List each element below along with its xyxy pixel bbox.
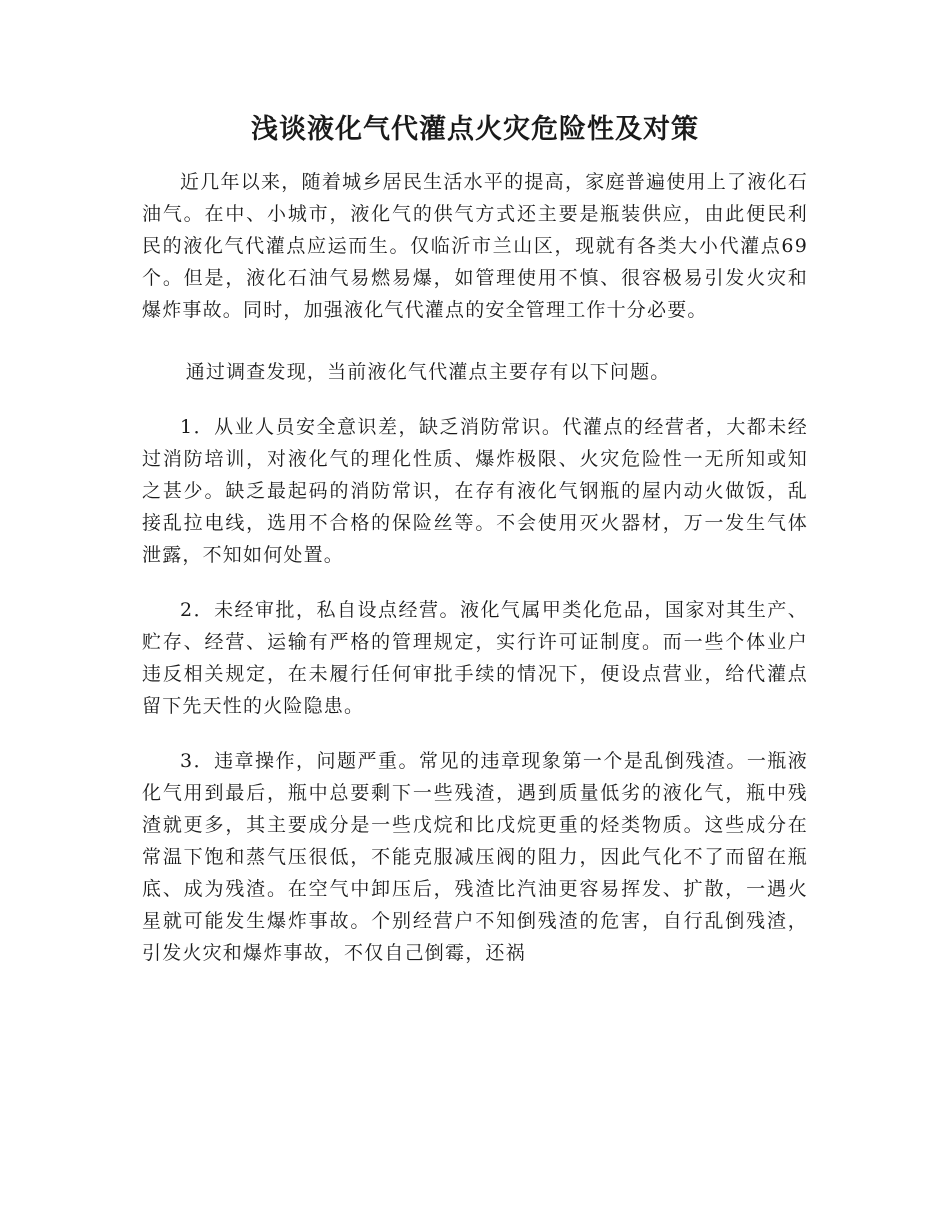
- paragraph-problem-1: 1．从业人员安全意识差，缺乏消防常识。代灌点的经营者，大都未经过消防培训，对液化气的理化性质、爆炸极限、火灾危险性一无所知或知之甚少。缺乏最起码的消防常识，在存有液化气钢瓶的屋内动火做饭，乱接乱拉电线，选用不合格的保险丝等。不会使用灭火器材，万一发生气体泄露，不知如何处置。: [142, 416, 808, 566]
- paragraph-problems-intro: 通过调查发现，当前液化气代灌点主要存有以下问题。: [185, 361, 671, 383]
- paragraph-intro: 近几年以来，随着城乡居民生活水平的提高，家庭普遍使用上了液化石油气。在中、小城市，液化气的供气方式还主要是瓶装供应，由此便民利民的液化气代灌点应运而生。仅临沂市兰山区，现就有各类大小代灌点69个。但是，液化石油气易燃易爆，如管理使用不慎、很容极易引发火灾和爆炸事故。同时，加强液化气代灌点的安全管理工作十分必要。: [142, 171, 808, 321]
- paragraph-problem-3: 3．违章操作，问题严重。常见的违章现象第一个是乱倒残渣。一瓶液化气用到最后，瓶中总要剩下一些残渣，遇到质量低劣的液化气，瓶中残渣就更多，其主要成分是一些戊烷和比戊烷更重的烃类物质。这些成分在常温下饱和蒸气压很低，不能克服减压阀的阻力，因此气化不了而留在瓶底、成为残渣。在空气中卸压后，残渣比汽油更容易挥发、扩散，一遇火星就可能发生爆炸事故。个别经营户不知倒残渣的危害，自行乱倒残渣，引发火灾和爆炸事故，不仅自己倒霉，还祸: [142, 750, 808, 964]
- document-body: [142, 166, 808, 969]
- document-title: 浅谈液化气代灌点火灾危险性及对策: [251, 114, 699, 145]
- paragraph-problem-2: 2．未经审批，私自设点经营。液化气属甲类化危品，国家对其生产、贮存、经营、运输有严格的管理规定，实行许可证制度。而一些个体业户违反相关规定，在未履行任何审批手续的情况下，便设点营业，给代灌点留下先天性的火险隐患。: [142, 599, 808, 717]
